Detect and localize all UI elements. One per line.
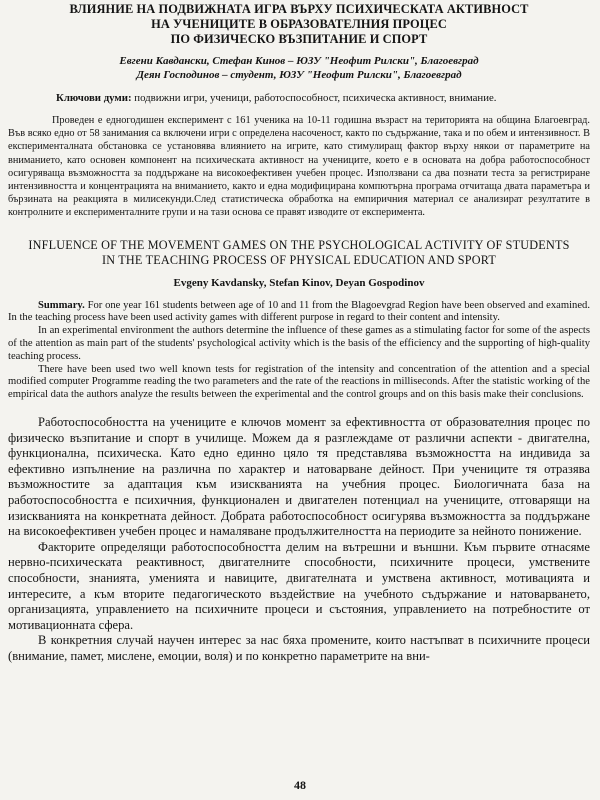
- keywords-label: Ключови думи:: [56, 92, 132, 104]
- bulgarian-abstract: Проведен е едногодишен експеримент с 161 ученика на 10-11 годишна възраст на територията на община Благоевград. Във всяко едно от 58 занимания са включени игри с определена насоченост, както по съдържание, така и по обем и интензивност. В експерименталната обстановка се установява влиянието на игрите, като стимулиращ фактор върху някои от параметрите на вниманието, като основен компонент на психическата активност на учениците, което е в основата на добра работоспособност осигуряваща възможността за поддържане на високоефективен учебен процес. Използвани са два познати теста за регистриране интензивността и концентрацията на вниманието, както и една модифицирана компютърна програма отчитаща двата параметъра и бързината на реакцията в милисекунди.След статистическа обработка на емпиричния материал се анализират резултатите в контролните и експерименталните групи и на тази основа се правят изводите от експеримента.: [8, 115, 590, 219]
- bulgarian-title: [8, 2, 590, 47]
- english-title-line-2: IN THE TEACHING PROCESS OF PHYSICAL EDUCATION AND SPORT: [102, 252, 496, 267]
- body-paragraph-2: Факторите определящи работоспособността делим на вътрешни и външни. Към първите отнасяме нервно-психическата реактивност, двигателните способности, психичните процеси, умствените способности, знанията, уменията и навиците, двигателната и умствена активност, мотивацията и интересите, а към вторите педагогическото въздействие на учебното съдържание и натоварването, организацията, управлението на психичните процеси и състояния, управлението на потребностите от мотивационната сфера.: [8, 539, 590, 632]
- keywords-text: подвижни игри, ученици, работоспособност, психическа активност, внимание.: [131, 92, 497, 104]
- summary-paragraph-1: [8, 300, 590, 326]
- bulgarian-title-line-1: ВЛИЯНИЕ НА ПОДВИЖНАТА ИГРА ВЪРХУ ПСИХИЧЕСКАТА АКТИВНОСТ: [69, 2, 529, 16]
- body-paragraph-3: В конкретния случай научен интерес за нас бяха промените, които настъпват в психичните процеси (внимание, памет, мислене, емоции, воля) и по конкретно параметрите на вни-: [8, 633, 590, 663]
- bulgarian-title-line-3: ПО ФИЗИЧЕСКО ВЪЗПИТАНИЕ И СПОРТ: [170, 32, 428, 46]
- summary-paragraph-2: In an experimental environment the authors determine the influence of these games as a stimulating factor for some of the aspects of the attention as main part of the students' psychological activity which is the basis of the efficiency and the supporting of high-quality teaching process.: [8, 325, 590, 362]
- english-title-line-1: INFLUENCE OF THE MOVEMENT GAMES ON THE PSYCHOLOGICAL ACTIVITY OF STUDENTS: [28, 237, 570, 252]
- summary-paragraph-3: There have been used two well known tests for registration of the intensity and concentration of the attention and a special modified computer Programme reading the two parameters and the rate of the reactions in milliseconds. After the statistic working of the empirical data the authors analyze the results between the experimental and the control groups and on this basis make their conclusions.: [8, 363, 590, 401]
- keywords: [8, 92, 590, 105]
- summary-label: Summary.: [38, 299, 85, 311]
- bulgarian-authors-line-2: Деян Господинов – студент, ЮЗУ "Неофит Рилски", Благоевград: [136, 69, 462, 81]
- bulgarian-title-line-2: НА УЧЕНИЦИТЕ В ОБРАЗОВАТЕЛНИЯ ПРОЦЕС: [151, 17, 447, 31]
- summary-text-1: For one year 161 students between age of 10 and 11 from the Blagoevgrad Region have been observed and examined. In the teaching process have been used activity games with different purpose in regard to their content and intensity.: [8, 299, 590, 324]
- bulgarian-authors-line-1: Евгени Кавдански, Стефан Кинов – ЮЗУ "Неофит Рилски", Благоевград: [119, 55, 479, 67]
- english-title: [8, 238, 590, 268]
- page-number: 48: [294, 778, 306, 792]
- english-authors: Evgeny Kavdansky, Stefan Kinov, Deyan Gospodinov: [173, 276, 425, 289]
- bulgarian-authors: [8, 54, 590, 82]
- body-paragraph-1: Работоспособността на учениците е ключов момент за ефективността от образователния процес по физическо възпитание и спорт в училище. Можем да я разглеждаме от различни аспекти - двигателна, функционална, психическа. Като едно единно цяло тя представлява възможността на индивида за ефективно изпълнение на различна по характер и натоварване дейност. При учениците тя отразява възможностите за адаптация към изискванията на учебния процес. Биологичната база на работоспособността е психичния, функционален и двигателен потенциал на учениците, отговарящи на изискванията на конкретната дейност. Добрата работоспособност осигурява възможността за поддържане на високоефективен учебен процес и намаляване продължителността на периодите за нейното понижение.: [8, 415, 590, 539]
